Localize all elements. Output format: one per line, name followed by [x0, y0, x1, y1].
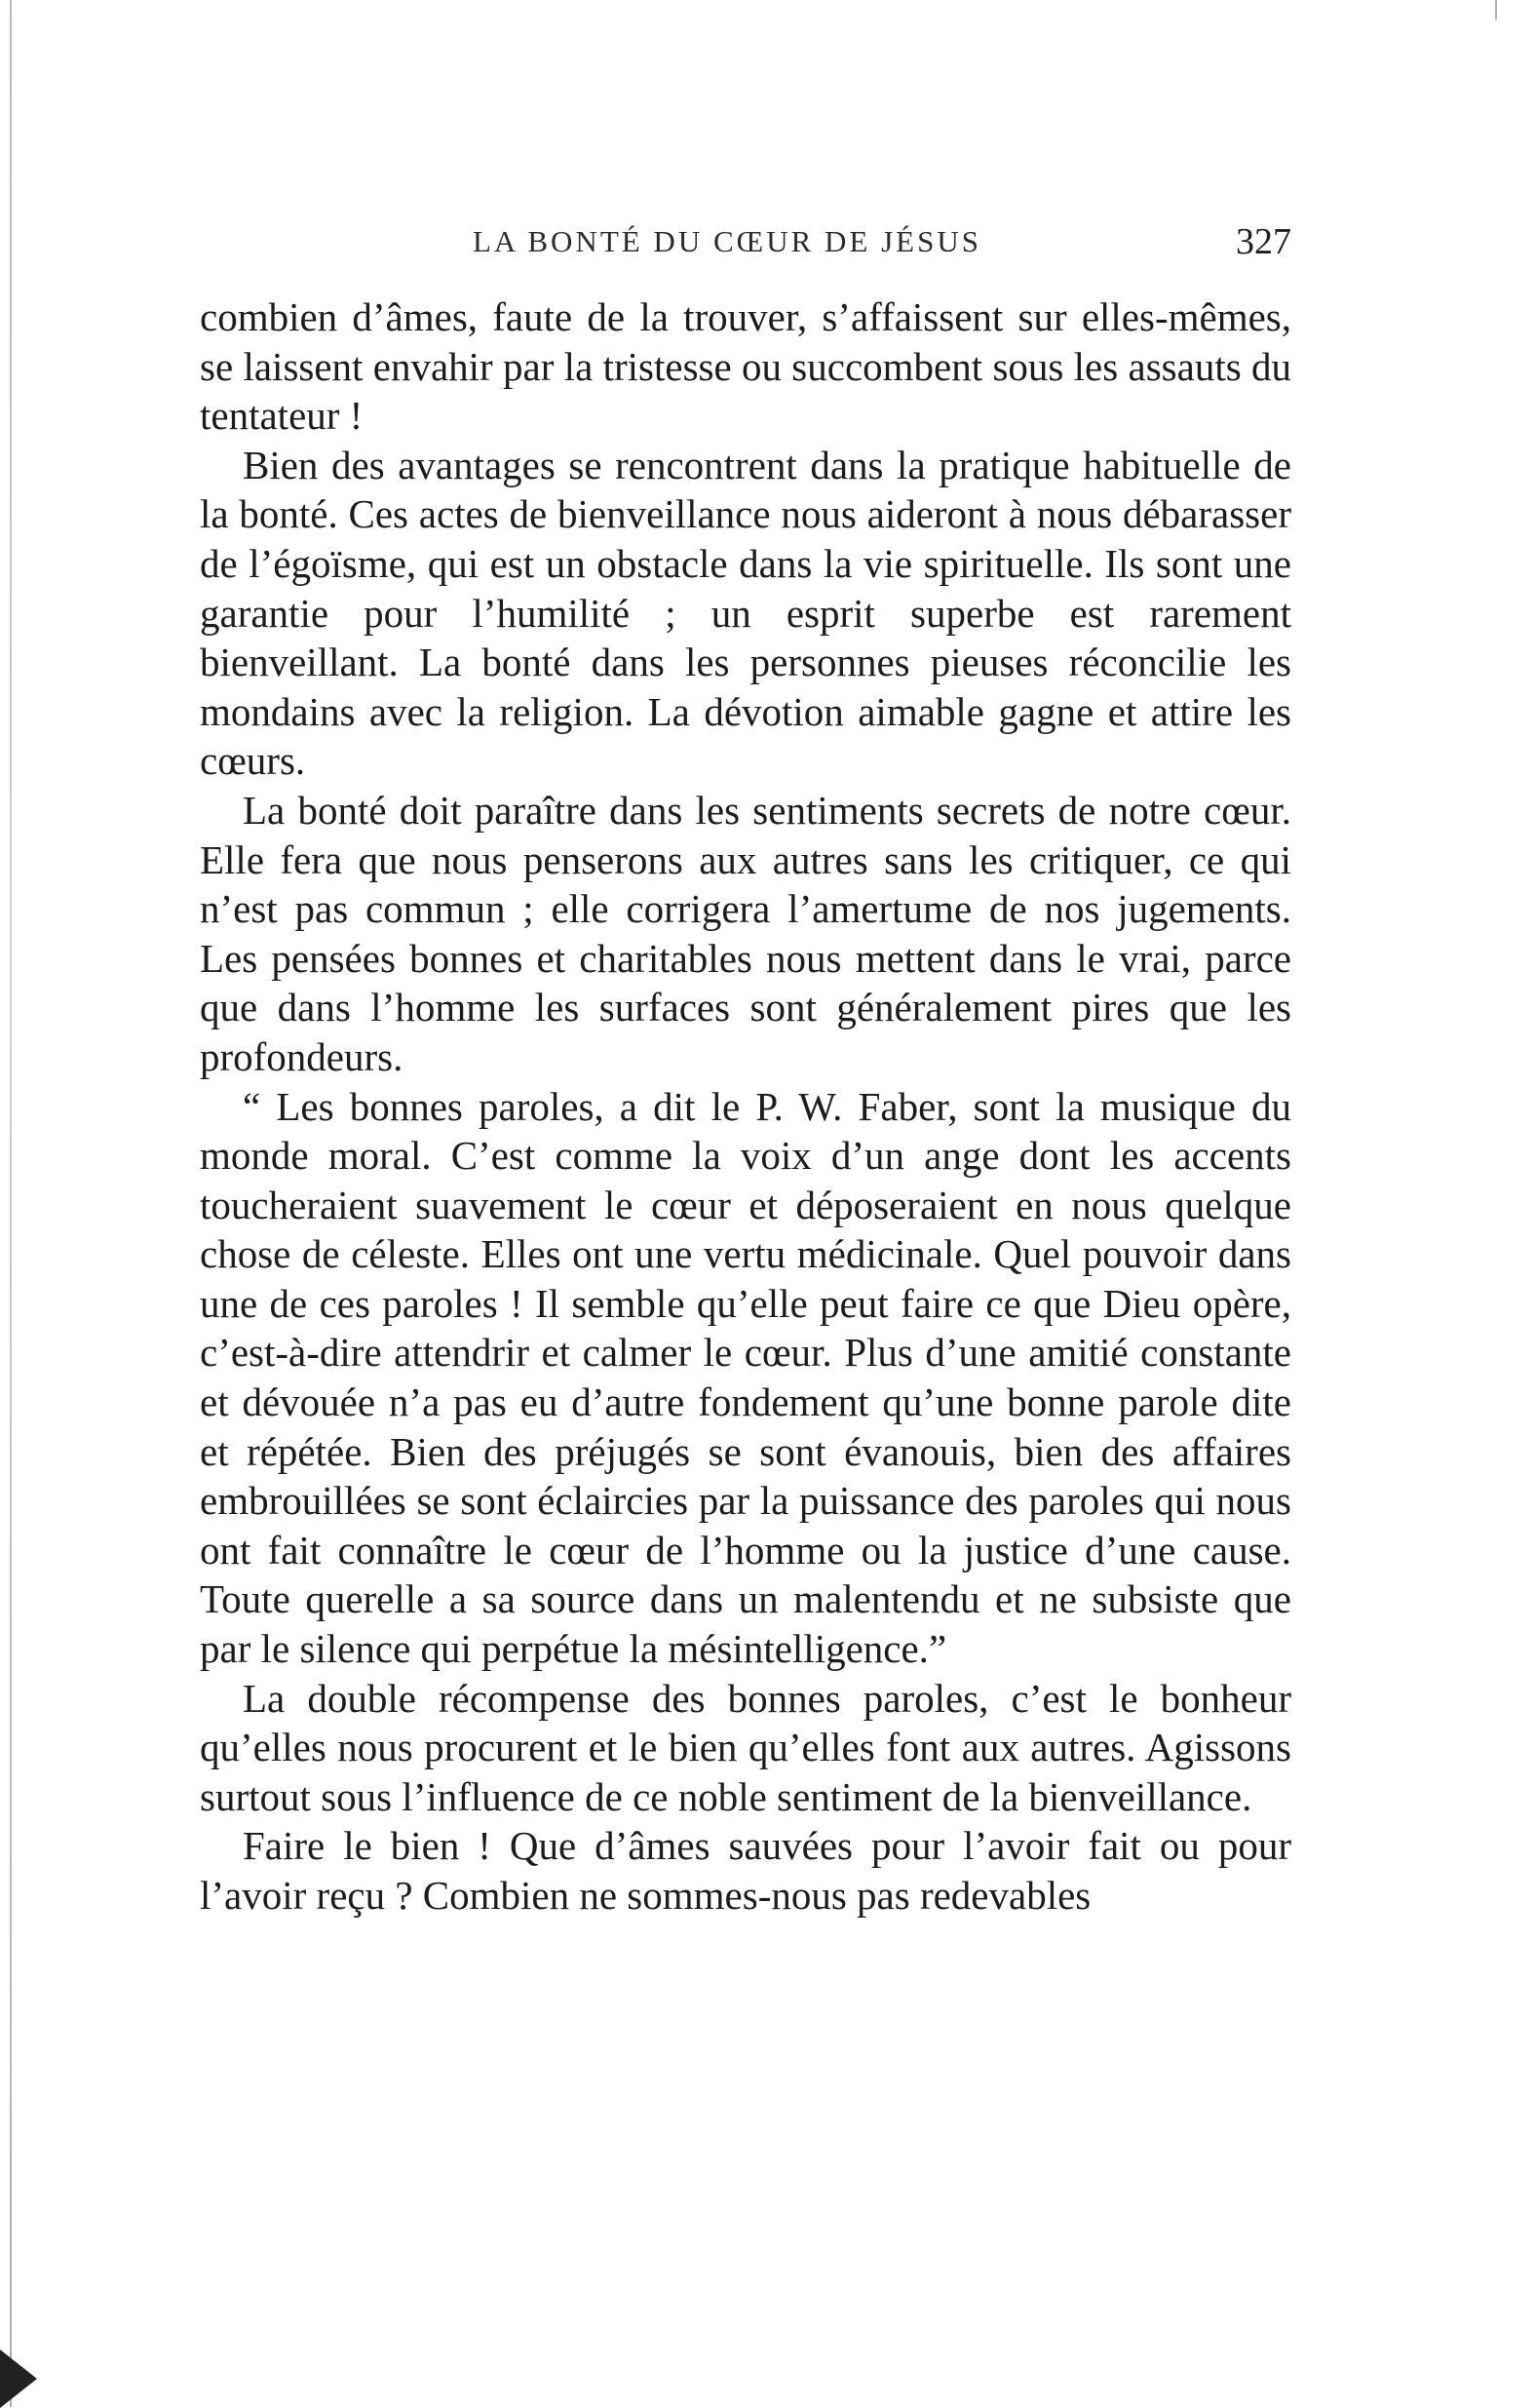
paragraph-6: Faire le bien ! Que d’âmes sauvées pour l’avoir fait ou pour l’avoir reçu ? Combien ne sommes-nous pas redevables	[200, 1823, 1291, 1918]
binding-edge-line	[10, 0, 12, 2407]
paragraph-5: La double récompense des bonnes paroles, c’est le bonheur qu’elles nous procurent et le bien qu’elles font aux autres. Agissons surtout sous l’influence de ce noble sentiment de la bienveillance.	[200, 1675, 1291, 1819]
page-corner-mark	[0, 2350, 37, 2408]
running-title: LA BONTÉ DU CŒUR DE JÉSUS	[473, 224, 981, 258]
paragraph-3: La bonté doit paraître dans les sentiments secrets de notre cœur. Elle fera que nous penserons aux autres sans les critiquer, ce qui n’est pas commun ; elle corrigera l’amertume de nos jugements. Les pensées bonnes et charitables nous mettent dans le vrai, parce que dans l’homme les surfaces sont généralement pires que les profondeurs.	[200, 787, 1291, 1079]
page-number: 327	[1236, 221, 1291, 262]
paragraph-4-quotation: “ Les bonnes paroles, a dit le P. W. Faber, sont la musique du monde moral. C’est comme la voix d’un ange dont les accents toucheraient suavement le cœur et déposeraient en nous quelque chose de céleste. Elles ont une vertu médicinale. Quel pouvoir dans une de ces paroles ! Il semble qu’elle peut faire ce que Dieu opère, c’est-à-dire attendrir et calmer le cœur. Plus d’une amitié constante et dévouée n’a pas eu d’autre fondement qu’une bonne parole dite et répétée. Bien des préjugés se sont évanouis, bien des affaires embrouillées se sont éclaircies par la puissance des paroles qui nous ont fait connaître le cœur de l’homme ou la justice d’une cause. Toute querelle a sa source dans un malentendu et ne subsiste que par le silence qui perpétue la mésintelligence.”	[200, 1083, 1291, 1672]
page-header	[200, 216, 1291, 275]
body-text	[200, 292, 1291, 1921]
paragraph-1: combien d’âmes, faute de la trouver, s’affaissent sur elles-mêmes, se laissent envahir par la tristesse ou succombent sous les assauts du tentateur !	[200, 294, 1291, 439]
paragraph-2: Bien des avantages se rencontrent dans la pratique habituelle de la bonté. Ces actes de bienveillance nous aideront à nous débarasser de l’égoïsme, qui est un obstacle dans la vie spirituelle. Ils sont une garantie pour l’humilité ; un esprit superbe est rarement bienveillant. La bonté dans les personnes pieuses réconcilie les mondains avec la religion. La dévotion aimable gagne et attire les cœurs.	[200, 442, 1291, 784]
scan-edge-tick	[1495, 0, 1497, 19]
